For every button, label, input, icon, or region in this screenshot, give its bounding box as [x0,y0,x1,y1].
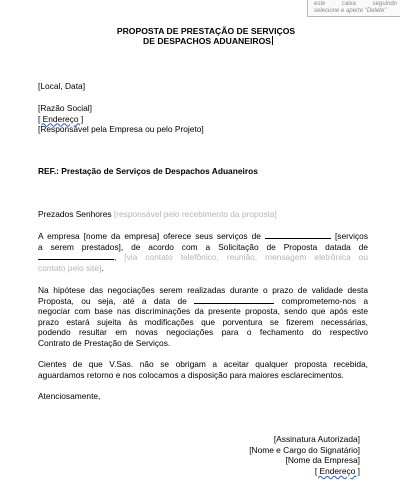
recipient-block [38,103,368,135]
p2-line-1: Na hipótese das negociações serem realizadas durante o prazo de validade desta [38,285,368,295]
signature-company: [Nome da Empresa] [285,455,360,466]
responsavel: [Responsável pela Empresa ou pelo Projeto] [38,124,204,135]
reference-text: REF.: Prestação de Serviços de Despachos Aduaneiros [38,166,258,176]
reference-line [38,166,368,177]
p2-line-5: podendo resultar em novas negociações para o fechamento do respectivo [38,327,368,338]
greeting-text: Prezados Senhores [38,209,112,219]
p1-hint: [via contato telefônico, reunião, mensagem eletrônica ou [124,252,368,263]
document-title-text: DE DESPACHOS ADUANEIROS [143,36,271,46]
p1-hint: contato pelo site] [38,262,102,273]
blank-field[interactable] [265,232,331,239]
p1-line-4 [38,263,368,274]
signature-name-role: [Nome e Cargo do Signatário] [249,444,360,455]
p3-line-2: aguardamos retorno e nos colocamos a disposição para maiores esclarecimentos. [38,369,344,380]
local-data: [Local, Data] [38,81,86,91]
signature-address-line [230,466,360,477]
callout-line-2 [314,8,397,15]
callout-text: selecione e aperte "Delete" [314,8,387,14]
p1-text: [serviços [334,231,369,241]
signature-authorized: [Assinatura Autorizada] [273,434,360,444]
document-title-line-2 [8,36,400,47]
signature-block [230,434,360,476]
endereco: [ Endereço ] [38,113,84,124]
instruction-callout[interactable] [307,0,400,17]
endereco-line [38,114,368,125]
p2-line-4: prazo estará sujeita às modificações que porventura se fizerem necessárias, [38,316,368,327]
p1-line-2: a serem prestados], de acordo com a Solicitação de Proposta datada de [38,241,368,252]
document-title-line-1: PROPOSTA DE PRESTAÇÃO DE SERVIÇOS [116,26,296,36]
paragraph-3 [38,359,368,380]
callout-line-1 [314,1,397,8]
greeting-row [38,209,368,220]
paragraph-2 [38,285,368,349]
p1-line-3: , [via contato telefônico, reunião, mensagem eletrônica ou [38,252,368,263]
blank-field[interactable] [194,297,274,304]
callout-word: seguindo [372,1,397,7]
signature-address: [ Endereço ] [314,465,360,476]
p2-text: Proposta, ou seja, até a data de [38,295,187,306]
greeting-line [38,209,368,220]
closing-line [38,391,368,402]
p2-line-3: negociar com base nas discriminações da presente proposta, sendo que após este [38,306,368,317]
greeting-hint: [responsável pelo recebimento da proposta] [113,209,277,219]
p2-line-6: Contrato de Prestação de Serviços. [38,337,171,348]
closing-text: Atenciosamente, [38,391,101,401]
p1-text: . [101,262,104,273]
p2-text: comprometemo-nos a [281,295,368,306]
header-block [38,81,368,92]
text-cursor [272,36,273,45]
p1-line-1 [38,231,368,242]
p1-text: A empresa [nome da empresa] oferece seus serviços de [38,231,261,241]
p2-line-2 [38,296,368,307]
paragraph-1 [38,231,368,273]
callout-word: este [314,1,326,7]
callout-word: caixa [341,1,356,7]
blank-field[interactable] [38,253,114,260]
razao-social: [Razão Social] [38,103,92,113]
p3-line-1: Cientes de que V.Sas. não se obrigam a aceitar qualquer proposta recebida, [38,359,368,369]
